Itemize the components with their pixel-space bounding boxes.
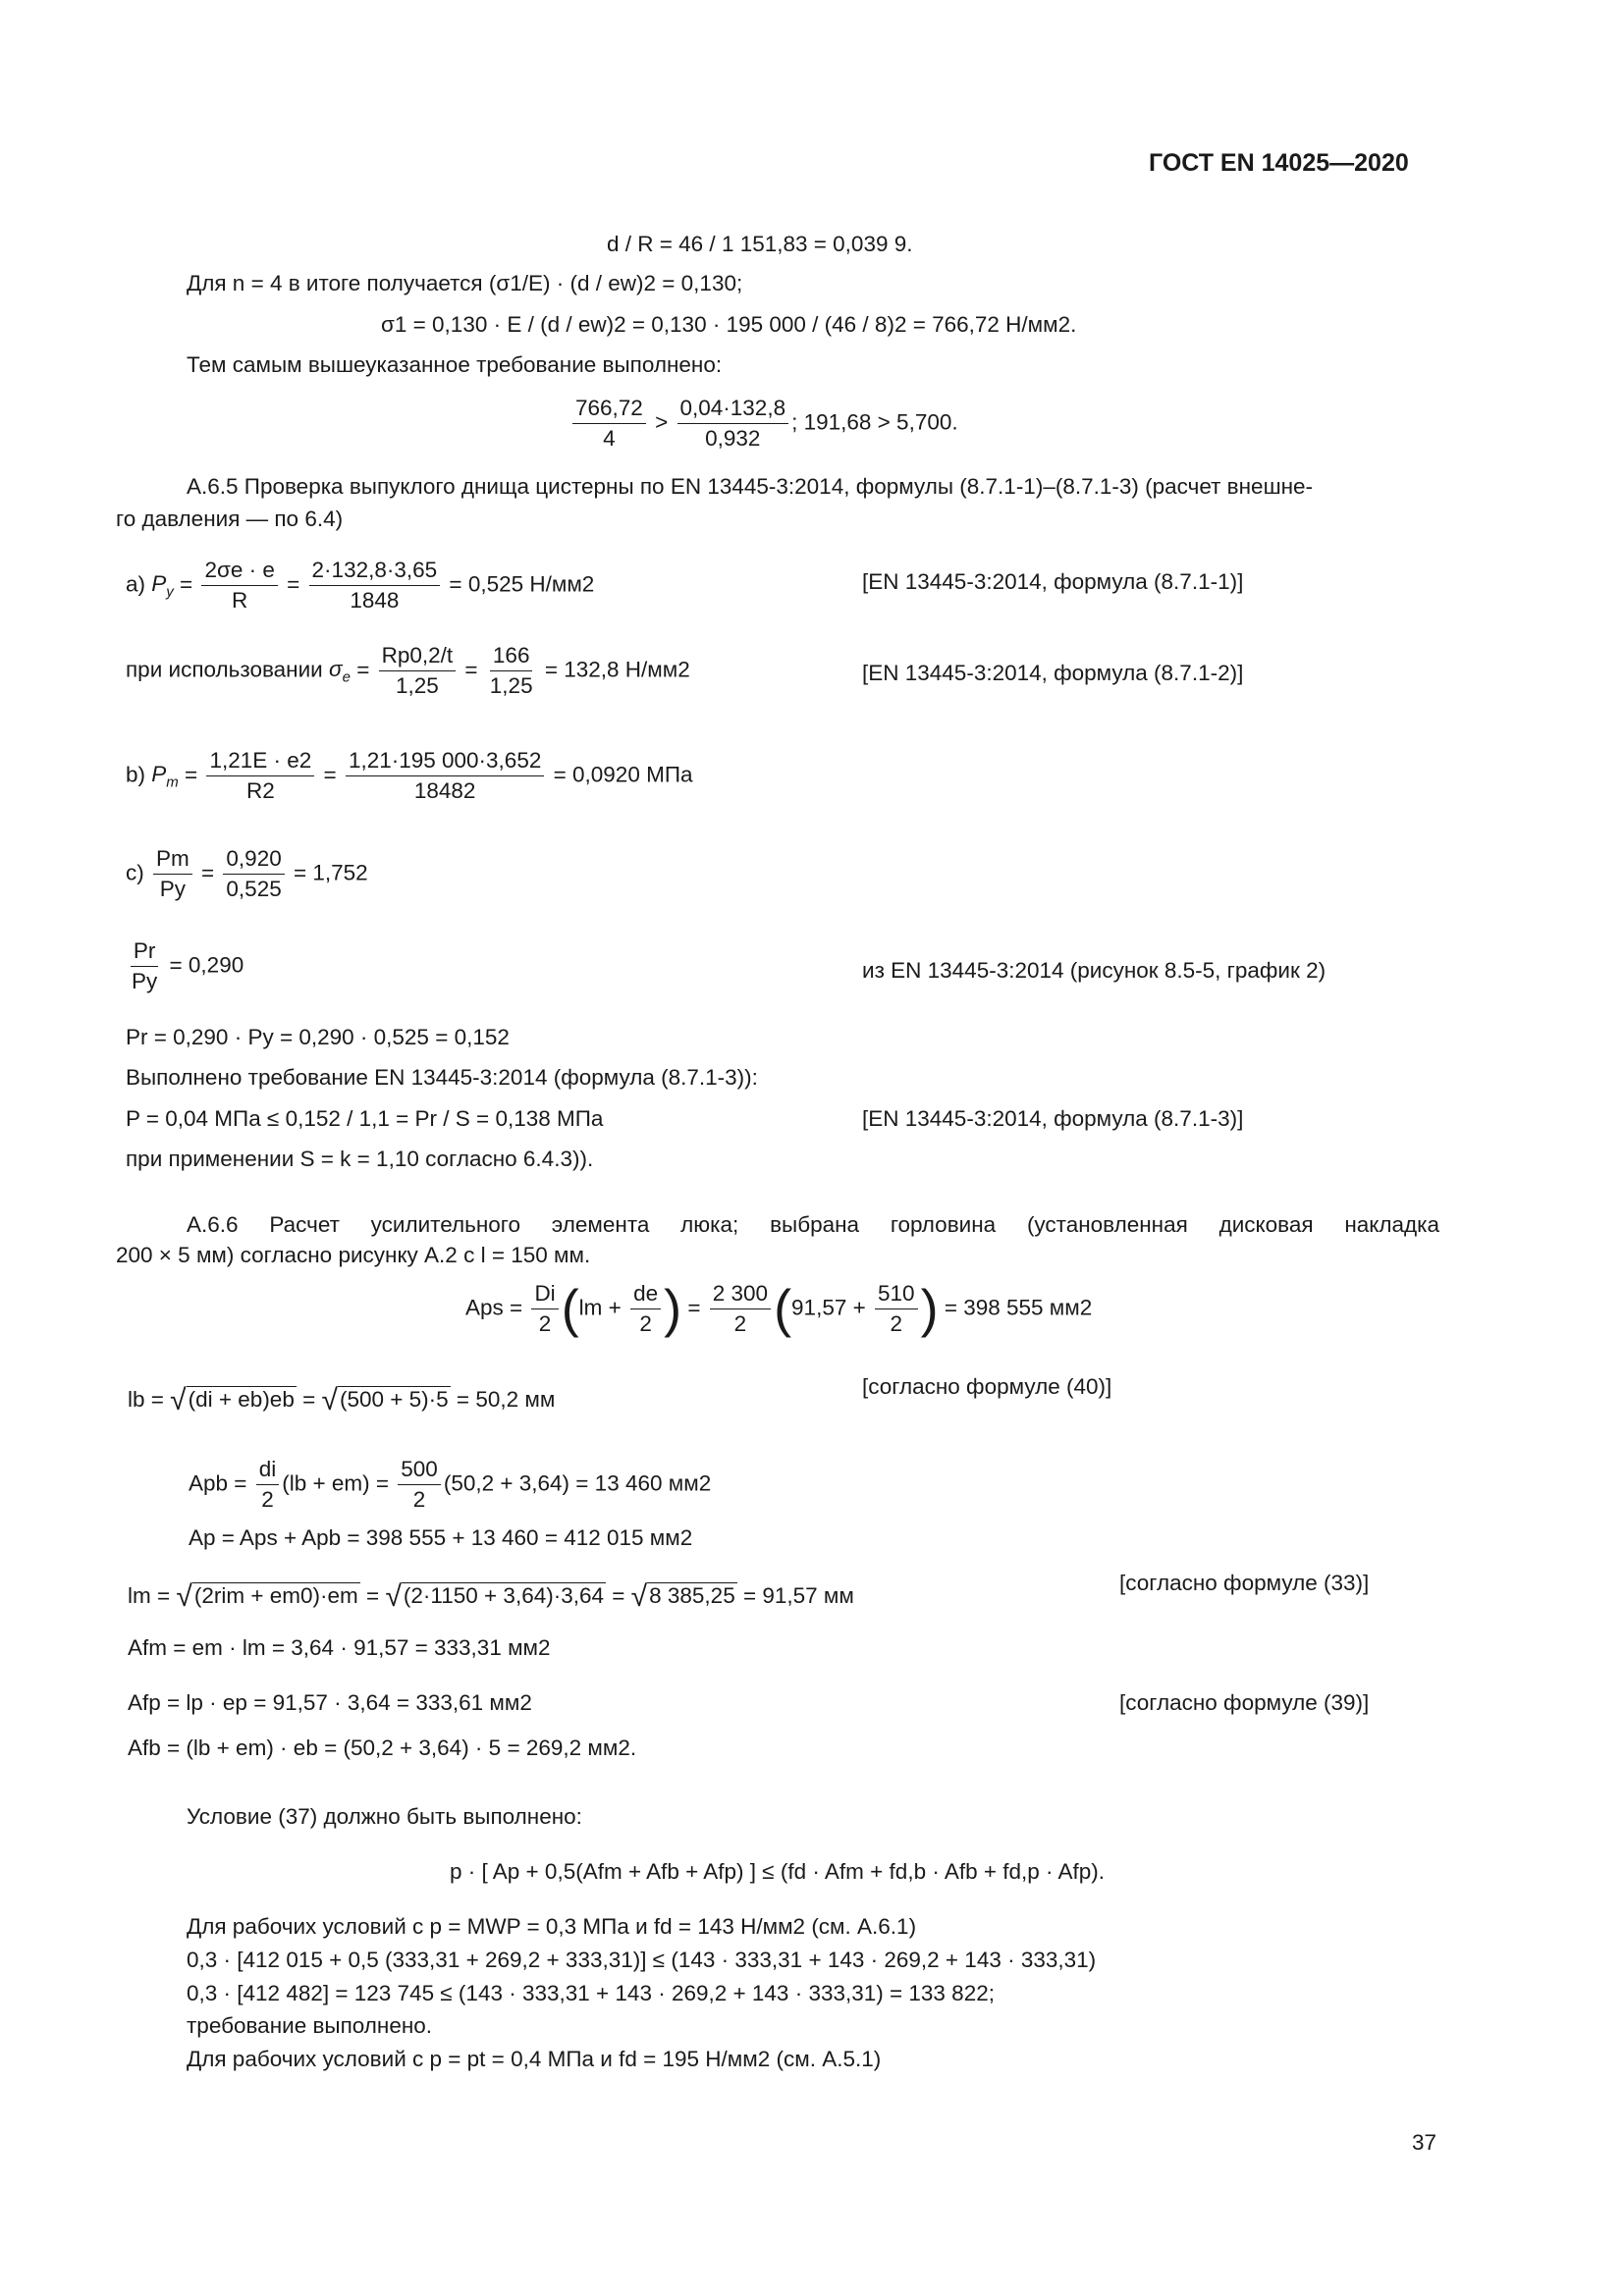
aps-result: = 398 555 мм2 bbox=[944, 1295, 1093, 1320]
label-c: c) bbox=[126, 860, 144, 885]
calc2-line: 0,3 · [412 482] = 123 745 ≤ (143 · 333,31 + 143 · 269,2 + 143 · 333,31) = 133 822; bbox=[187, 1981, 995, 2005]
frac-den: 1,25 bbox=[489, 673, 533, 698]
lm-rad3: 8 385,25 bbox=[649, 1582, 735, 1608]
frac-den: 0,932 bbox=[705, 426, 761, 451]
frac-den: 2 bbox=[412, 1487, 426, 1512]
lm-rad2: (2·1150 + 3,64)·3,64 bbox=[403, 1582, 604, 1608]
frac-num: 0,920 bbox=[223, 846, 284, 875]
sigma-line: σ1 = 0,130 · E / (d / ew)2 = 0,130 · 195 000 / (46 / 8)2 = 766,72 Н/мм2. bbox=[381, 312, 1077, 337]
greater-sign: > bbox=[655, 409, 669, 435]
lb-rad1: (di + eb)eb bbox=[188, 1386, 295, 1412]
frac-num: 1,21E · e2 bbox=[206, 748, 314, 776]
calc1-line: 0,3 · [412 015 + 0,5 (333,31 + 269,2 + 333,31)] ≤ (143 · 333,31 + 143 · 269,2 + 143 · 333,31) bbox=[187, 1948, 1097, 1972]
done-line: Выполнено требование EN 13445-3:2014 (формула (8.7.1-3)): bbox=[126, 1065, 758, 1090]
frac-num: 2σe · e bbox=[201, 558, 277, 586]
ref-lm: [согласно формуле (33)] bbox=[1119, 1571, 1370, 1595]
lb-result: = 50,2 мм bbox=[456, 1386, 556, 1412]
frac-den: 4 bbox=[603, 426, 616, 451]
frac-den: R bbox=[232, 588, 248, 613]
document-header: ГОСТ EN 14025—2020 bbox=[1149, 149, 1409, 177]
lm-lhs: lm = bbox=[128, 1582, 171, 1608]
frac-num: 166 bbox=[490, 643, 533, 671]
frac-den: Py bbox=[132, 969, 158, 993]
formula-use: при использовании $\sigma_e$ = $\frac{Rp0,2/t}{1,25}$ = $\frac{166}{1,25}$ = 132,8 Н/мм2 bbox=[126, 643, 690, 698]
ref-lb: [согласно формуле (40)] bbox=[862, 1374, 1112, 1399]
ref-a: [EN 13445-3:2014, формула (8.7.1-1)] bbox=[862, 569, 1244, 594]
frac-den: 2 bbox=[538, 1311, 552, 1336]
formula-lb: lb = √(di + eb)eb = √(500 + 5)·5 = 50,2 мм bbox=[128, 1384, 556, 1416]
result-c: = 1,752 bbox=[294, 860, 368, 885]
ref-afp: [согласно формуле (39)] bbox=[1119, 1690, 1370, 1715]
label-b: b) bbox=[126, 762, 146, 787]
formula-aps: Aps = $\frac{Di}{2}$ (lm + $\frac{de}{2}$ ) = $\frac{2 300}{2}$ (91,57 + $\frac{510}{2}$ ) = 398 555 мм2 bbox=[465, 1279, 1093, 1339]
a65-paragraph bbox=[187, 471, 1439, 503]
frac-den: 2 bbox=[890, 1311, 903, 1336]
ref-pr: из EN 13445-3:2014 (рисунок 8.5-5, график 2) bbox=[862, 958, 1326, 983]
formula-lm: lm = √(2rim + em0)·em = √(2·1150 + 3,64)·3,64 = √8 385,25 = 91,57 мм bbox=[128, 1580, 854, 1613]
frac-num: Di bbox=[531, 1281, 558, 1309]
a66-line1: А.6.6 Расчет усилительного элемента люка; выбрана горловина (установленная дисковая накладка bbox=[187, 1212, 1439, 1237]
a65-line1: А.6.5 Проверка выпуклого днища цистерны по EN 13445-3:2014, формулы (8.7.1-1)–(8.7.1-3) (расчет внешне- bbox=[187, 474, 1314, 499]
result-use: = 132,8 Н/мм2 bbox=[544, 657, 690, 682]
frac-den: 2 bbox=[639, 1311, 652, 1336]
frac-den: 1,25 bbox=[395, 673, 439, 698]
frac-num: de bbox=[630, 1281, 661, 1309]
frac-num: 500 bbox=[398, 1457, 441, 1485]
frac-den: 18482 bbox=[413, 778, 476, 803]
lm-rad1: (2rim + em0)·em bbox=[193, 1582, 358, 1608]
formula-apb bbox=[189, 1457, 711, 1513]
work1-line: Для рабочих условий с p = MWP = 0,3 МПа и fd = 143 Н/мм2 (см. А.6.1) bbox=[187, 1914, 917, 1939]
result-pr: = 0,290 bbox=[169, 952, 244, 978]
p-line: P = 0,04 МПа ≤ 0,152 / 1,1 = Pr / S = 0,138 МПа bbox=[126, 1106, 604, 1131]
requirement-line: Тем самым вышеуказанное требование выполнено: bbox=[187, 352, 723, 377]
frac-num: 2·132,8·3,65 bbox=[309, 558, 441, 586]
ref-p: [EN 13445-3:2014, формула (8.7.1-3)] bbox=[862, 1106, 1244, 1131]
result-a: = 0,525 Н/мм2 bbox=[449, 571, 595, 597]
frac-den: 2 bbox=[733, 1311, 747, 1336]
result-b: = 0,0920 МПа bbox=[553, 762, 693, 787]
afm-line: Afm = em · lm = 3,64 · 91,57 = 333,31 мм2 bbox=[128, 1635, 551, 1660]
frac-den: Py bbox=[159, 877, 187, 901]
frac-num: 510 bbox=[875, 1281, 918, 1309]
work2-line: Для рабочих условий с p = pt = 0,4 МПа и fd = 195 Н/мм2 (см. А.5.1) bbox=[187, 2047, 882, 2071]
a66-line2: 200 × 5 мм) согласно рисунку А.2 с l = 150 мм. bbox=[116, 1243, 591, 1267]
formula-a: a) $P_y$ = $\frac{2\sigma e \cdot e}{R}$ = $\frac{2\cdot 132,8\cdot 3,65}{1848}$ = 0,525 Н/мм2 bbox=[126, 558, 595, 613]
frac-den: 1848 bbox=[350, 588, 400, 613]
ref-use: [EN 13445-3:2014, формула (8.7.1-2)] bbox=[862, 661, 1244, 685]
ok-line: требование выполнено. bbox=[187, 2013, 433, 2038]
inequality-formula bbox=[569, 396, 958, 452]
a66-line1-container bbox=[187, 1209, 1439, 1241]
condition-line: Условие (37) должно быть выполнено: bbox=[187, 1804, 582, 1829]
formula-pr bbox=[126, 938, 244, 994]
frac-num: Pm bbox=[153, 846, 192, 875]
use-label: при использовании bbox=[126, 657, 323, 682]
label-a: a) bbox=[126, 571, 146, 597]
dr-line: d / R = 46 / 1 151,83 = 0,039 9. bbox=[607, 232, 913, 256]
frac-num: 0,04·132,8 bbox=[677, 396, 789, 424]
frac-num: Rp0,2/t bbox=[379, 643, 457, 671]
frac-num: di bbox=[256, 1457, 280, 1485]
lm-result: = 91,57 мм bbox=[742, 1582, 854, 1608]
formula-b: b) $P_m$ = $\frac{1,21E \cdot e2}{R2}$ = $\frac{1,21\cdot 195 000\cdot 3,652}{18482}$ = 0,0920 МПа bbox=[126, 748, 693, 803]
pr-line: Pr = 0,290 · Py = 0,290 · 0,525 = 0,152 bbox=[126, 1025, 510, 1049]
page-number: 37 bbox=[1412, 2130, 1437, 2155]
apb-result: (50,2 + 3,64) = 13 460 мм2 bbox=[443, 1470, 712, 1496]
frac-den: R2 bbox=[245, 778, 275, 803]
frac-num: 1,21·195 000·3,652 bbox=[346, 748, 544, 776]
frac-num: 766,72 bbox=[572, 396, 646, 424]
ap-line: Ap = Aps + Apb = 398 555 + 13 460 = 412 015 мм2 bbox=[189, 1525, 693, 1550]
aps-lm: lm + bbox=[578, 1295, 622, 1320]
apb-mid: (lb + em) = bbox=[282, 1470, 390, 1496]
a65-line2: го давления — по 6.4) bbox=[116, 507, 344, 531]
afp-line: Afp = lp · ep = 91,57 · 3,64 = 333,61 мм2 bbox=[128, 1690, 532, 1715]
condition-formula: p · [ Ap + 0,5(Afm + Afb + Afp) ] ≤ (fd · Afm + fd,b · Afb + fd,p · Afp). bbox=[450, 1859, 1106, 1884]
afb-line: Afb = (lb + em) · eb = (50,2 + 3,64) · 5 = 269,2 мм2. bbox=[128, 1735, 637, 1760]
inequality-tail: ; 191,68 > 5,700. bbox=[791, 409, 958, 435]
aps-mid: 91,57 + bbox=[791, 1295, 866, 1320]
apb-lhs: Apb = bbox=[189, 1470, 247, 1496]
frac-num: 2 300 bbox=[710, 1281, 771, 1309]
frac-den: 0,525 bbox=[226, 877, 282, 901]
frac-num: Pr bbox=[131, 938, 159, 967]
frac-den: 2 bbox=[261, 1487, 274, 1512]
lb-lhs: lb = bbox=[128, 1386, 164, 1412]
lb-rad2: (500 + 5)·5 bbox=[339, 1386, 449, 1412]
formula-c: c) $\frac{Pm}{Py}$ = $\frac{0,920}{0,525}$ = 1,752 bbox=[126, 846, 368, 901]
s-line: при применении S = k = 1,10 согласно 6.4.3)). bbox=[126, 1147, 594, 1171]
aps-lhs: Aps = bbox=[465, 1295, 523, 1320]
n4-line: Для n = 4 в итоге получается (σ1/E) · (d / ew)2 = 0,130; bbox=[187, 271, 743, 295]
